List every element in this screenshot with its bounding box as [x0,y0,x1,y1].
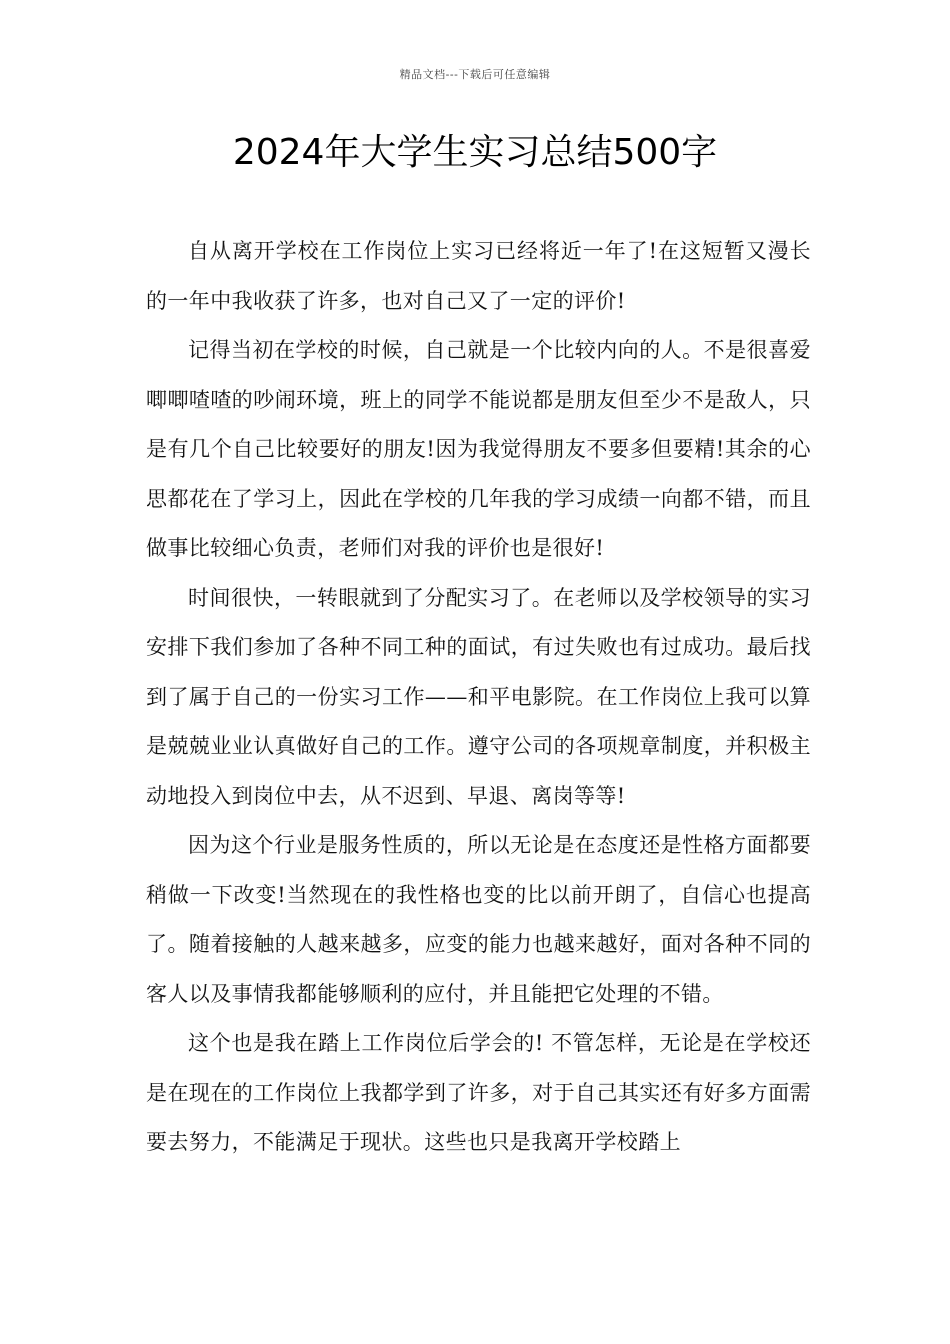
document-body [146,227,811,1168]
paragraph-3: 时间很快，一转眼就到了分配实习了。在老师以及学校领导的实习安排下我们参加了各种不同工种的面试，有过失败也有过成功。最后找到了属于自己的一份实习工作——和平电影院。在工作岗位上我可以算是兢兢业业认真做好自己的工作。遵守公司的各项规章制度，并积极主动地投入到岗位中去，从不迟到、早退、离岗等等! [146,585,811,808]
paragraph-4: 因为这个行业是服务性质的，所以无论是在态度还是性格方面都要稍做一下改变!当然现在的我性格也变的比以前开朗了，自信心也提高了。随着接触的人越来越多，应变的能力也越来越好，面对各种不同的客人以及事情我都能够顺利的应付，并且能把它处理的不错。 [146,833,811,1006]
paragraph-1: 自从离开学校在工作岗位上实习已经将近一年了!在这短暂又漫长的一年中我收获了许多，也对自己又了一定的评价! [146,239,811,313]
document-title: 2024年大学生实习总结500字 [232,132,718,173]
header-note: 精品文档---下载后可任意编辑 [399,68,551,81]
paragraph-2: 记得当初在学校的时候，自己就是一个比较内向的人。不是很喜爱唧唧喳喳的吵闹环境，班上的同学不能说都是朋友但至少不是敌人，只是有几个自己比较要好的朋友!因为我觉得朋友不要多但要精!其余的心思都花在了学习上，因此在学校的几年我的学习成绩一向都不错，而且做事比较细心负责，老师们对我的评价也是很好! [146,338,811,560]
paragraph-5: 这个也是我在踏上工作岗位后学会的! 不管怎样，无论是在学校还是在现在的工作岗位上我都学到了许多，对于自己其实还有好多方面需要去努力，不能满足于现状。这些也只是我离开学校踏上 [146,1031,811,1154]
